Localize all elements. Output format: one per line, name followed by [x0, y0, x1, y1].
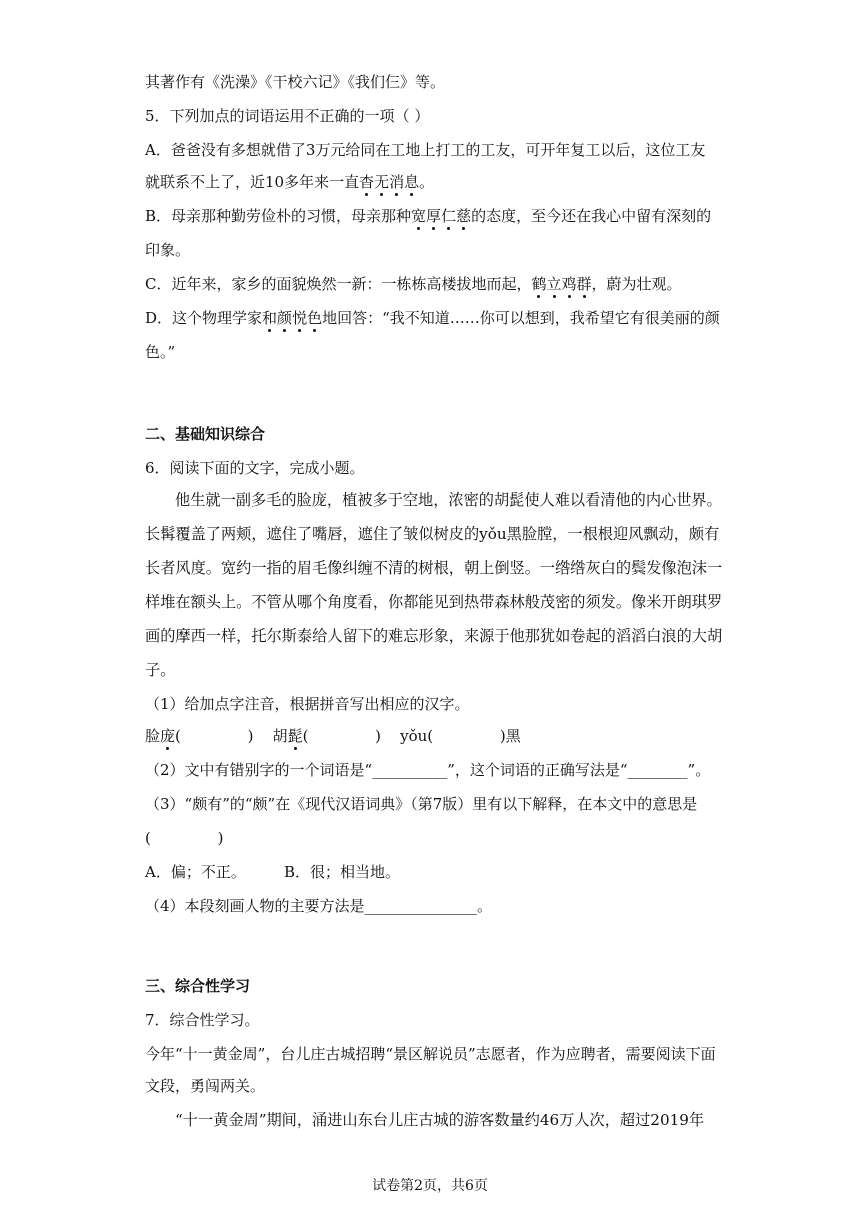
dotted-char: 群 — [576, 275, 592, 293]
text-line: 其著作有《洗澡》《干校六记》《我们仨》等。 — [145, 73, 446, 91]
question-6: 6．阅读下面的文字，完成小题。 — [145, 459, 365, 477]
subquestion-1: （1）给加点字注音，根据拼音写出相应的汉字。 — [145, 695, 470, 713]
subquestion-1-blanks: 脸庞( ) 胡髭( ) yǒu( )黑 — [145, 727, 521, 745]
dotted-char: 慈 — [456, 207, 472, 225]
question-7: 7．综合性学习。 — [145, 1011, 260, 1029]
text-line: 今年“十一黄金周”，台儿庄古城招聘“景区解说员”志愿者，作为应聘者，需要阅读下面 — [145, 1045, 716, 1063]
option-b-cont: 印象。 — [145, 241, 191, 259]
passage-line: 长髯覆盖了两颊，遮住了嘴唇，遮住了皱似树皮的yǒu黑脸膛，一根根迎风飘动，颇有 — [145, 525, 720, 543]
dotted-char: 颜 — [277, 309, 293, 327]
dotted-char: 息 — [404, 173, 420, 191]
page-footer: 试卷第2页，共6页 — [372, 1178, 488, 1194]
passage-line: 样堆在额头上。不管从哪个角度看，你都能见到热带森林般茂密的须发。像米开朗琪罗 — [145, 593, 723, 611]
dotted-char: 色 — [307, 309, 323, 327]
option-a: A．爸爸没有多想就借了3万元给同在工地上打工的工友，可开年复工以后，这位工友 — [145, 141, 706, 159]
dotted-char: 杳 — [359, 173, 375, 191]
subquestion-3-blank: ( ) — [145, 829, 224, 847]
passage-line: 他生就一副多毛的脸庞，植被多于空地，浓密的胡髭使人难以看清他的内心世界。 — [175, 491, 722, 509]
dotted-char: 宽 — [411, 207, 427, 225]
dotted-char: 鸡 — [561, 275, 577, 293]
dotted-char: 消 — [389, 173, 405, 191]
text-line: 文段，勇闯两关。 — [145, 1077, 266, 1095]
passage-line: 画的摩西一样，托尔斯泰给人留下的难忘形象，来源于他那犹如卷起的滔滔白浪的大胡 — [145, 627, 723, 645]
subquestion-3: （3）“颇有”的“颇”在《现代汉语词典》（第7版）里有以下解释，在本文中的意思是 — [145, 795, 698, 813]
subquestion-4: （4）本段刻画人物的主要方法是_______________。 — [145, 897, 493, 915]
section-heading-2: 二、基础知识综合 — [145, 425, 266, 443]
option-d-cont: 色。” — [145, 343, 176, 361]
dotted-word — [531, 275, 591, 293]
dotted-word — [359, 173, 419, 191]
question-5: 5．下列加点的词语运用不正确的一项（ ） — [145, 107, 430, 125]
option-b: B．母亲那种勤劳俭朴的习惯，母亲那种宽厚仁慈的态度，至今还在我心中留有深刻的 — [145, 207, 712, 225]
dotted-word — [411, 207, 471, 225]
dotted-char: 厚 — [426, 207, 442, 225]
passage-line: 子。 — [145, 661, 176, 679]
dotted-char: 和 — [262, 309, 278, 327]
option-c: C．近年来，家乡的面貌焕然一新：一栋栋高楼拔地而起，鹤立鸡群，蔚为壮观。 — [145, 275, 682, 293]
subquestion-3-options: A．偏；不正。 B．很；相当地。 — [145, 863, 401, 881]
dotted-char: 鹤 — [531, 275, 547, 293]
option-d: D．这个物理学家和颜悦色地回答：“我不知道……你可以想到，我希望它有很美丽的颜 — [145, 309, 720, 327]
dotted-word — [262, 309, 322, 327]
subquestion-2: （2）文中有错别字的一个词语是“__________”，这个词语的正确写法是“________”。 — [145, 761, 711, 779]
option-a-cont: 就联系不上了，近10多年来一直杳无消息。 — [145, 173, 435, 191]
dotted-char: 无 — [374, 173, 390, 191]
dotted-char: 悦 — [292, 309, 308, 327]
dotted-char: 立 — [546, 275, 562, 293]
dotted-char: 仁 — [441, 207, 457, 225]
passage-line: “十一黄金周”期间，涌进山东台儿庄古城的游客数量约46万人次，超过2019年 — [175, 1111, 705, 1129]
passage-line: 长者风度。宽约一指的眉毛像纠缠不清的树根，朝上倒竖。一绺绺灰白的鬓发像泡沫一 — [145, 559, 723, 577]
dotted-char: 髭 — [287, 727, 303, 745]
dotted-char: 庞 — [160, 727, 176, 745]
section-heading-3: 三、综合性学习 — [145, 977, 251, 995]
